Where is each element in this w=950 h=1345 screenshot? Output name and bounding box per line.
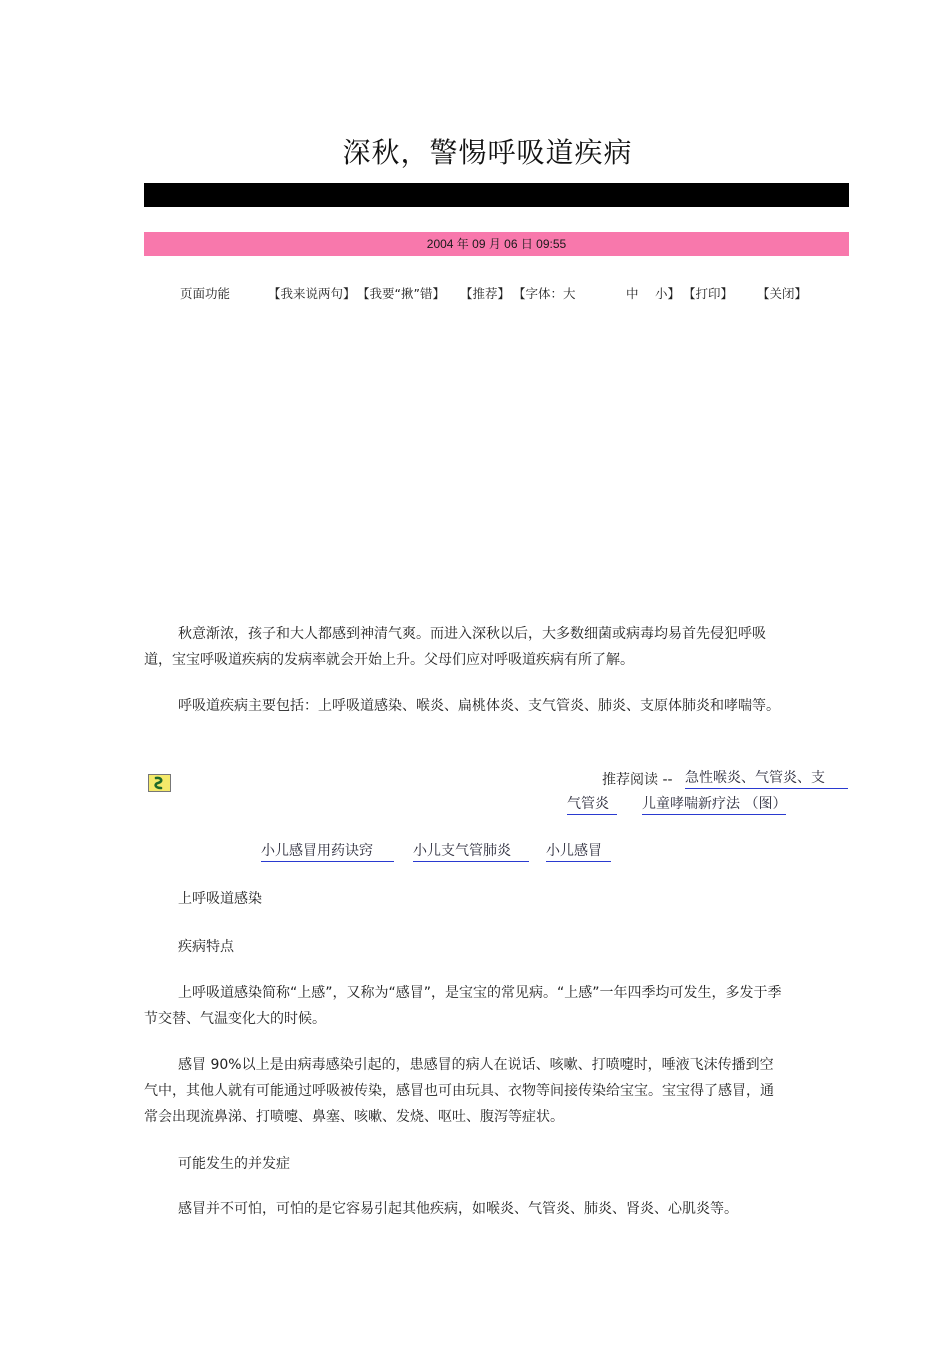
section-heading-features: 疾病特点 (178, 939, 234, 955)
article-title: 深秋，警惕呼吸道疾病 (342, 136, 633, 169)
date-bar (144, 232, 849, 256)
recommended-link-bronchopneumonia[interactable]: 小儿支气管肺炎 (413, 842, 529, 862)
black-header-bar (144, 183, 849, 207)
print-link[interactable]: 【打印】 (683, 286, 734, 301)
complications-paragraph: 感冒并不可怕，可怕的是它容易引起其他疾病，如喉炎、气管炎、肺炎、肾炎、心肌炎等。 (178, 1201, 738, 1217)
page-functions-label: 页面功能 (180, 286, 231, 301)
recommended-link-cold-medicine[interactable]: 小儿感冒用药诀窍 (261, 842, 394, 862)
section-heading-uri: 上呼吸道感染 (178, 891, 262, 907)
page-functions-bar (0, 284, 950, 302)
publish-date: 2004 年 09 月 06 日 09:55 (426, 237, 567, 251)
diseases-paragraph: 呼吸道疾病主要包括：上呼吸道感染、喉炎、扁桃体炎、支气管炎、肺炎、支原体肺炎和哮喘等。 (178, 698, 780, 714)
report-error-link[interactable]: 【我要“揪”错】 (357, 286, 445, 301)
font-size-medium-link[interactable]: 中 (626, 286, 639, 301)
recommended-link-laryngitis-cont[interactable]: 气管炎 (567, 795, 617, 815)
recommend-icon (148, 774, 171, 792)
comment-link[interactable]: 【我来说两句】 (268, 286, 356, 301)
recommend-link[interactable]: 【推荐】 (460, 286, 511, 301)
intro-paragraph: 秋意渐浓，孩子和大人都感到神清气爽。而进入深秋以后，大多数细菌或病毒均易首先侵犯呼吸道，宝宝呼吸道疾病的发病率就会开始上升。父母们应对呼吸道疾病有所了解。 (144, 626, 766, 668)
section-heading-complications: 可能发生的并发症 (178, 1156, 290, 1172)
recommended-link-child-cold[interactable]: 小儿感冒 (546, 842, 611, 862)
close-link[interactable]: 【关闭】 (757, 286, 808, 301)
font-size-small-link[interactable]: 小】 (655, 286, 681, 301)
recommended-reading-label: 推荐阅读 -- (602, 772, 673, 788)
cold-cause-paragraph: 感冒 90%以上是由病毒感染引起的，患感冒的病人在说话、咳嗽、打喷嚏时，唾液飞沫传播到空气中，其他人就有可能通过呼吸被传染，感冒也可由玩具、衣物等间接传染给宝宝。宝宝得了感冒，通常会出现流鼻涕、打喷嚏、鼻塞、咳嗽、发烧、呕吐、腹泻等症状。 (144, 1057, 774, 1125)
font-size-large-link[interactable]: 【字体：大 (513, 286, 576, 301)
recommended-link-asthma[interactable]: 儿童哮喘新疗法 （图） (642, 795, 786, 815)
uri-intro-paragraph: 上呼吸道感染简称“上感”，又称为“感冒”，是宝宝的常见病。“上感”一年四季均可发生，多发于季节交替、气温变化大的时候。 (144, 985, 782, 1027)
recommended-link-laryngitis[interactable]: 急性喉炎、气管炎、支 (685, 769, 848, 789)
